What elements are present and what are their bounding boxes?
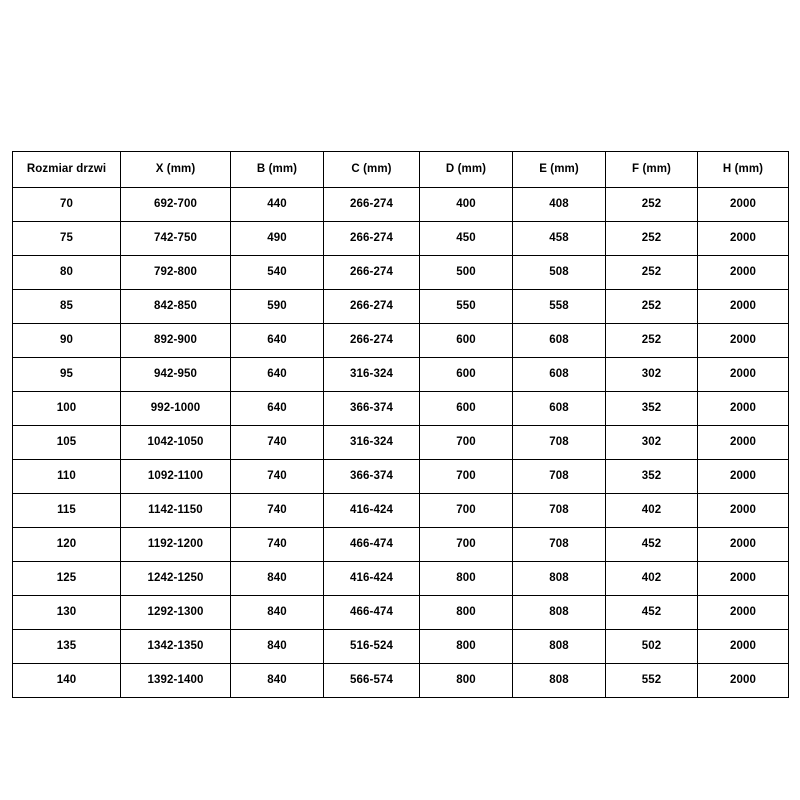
column-header-x: X (mm) [121, 152, 231, 188]
table-body [13, 188, 789, 698]
cell-x: 842-850 [121, 290, 231, 324]
cell-e: 608 [513, 358, 606, 392]
cell-rozmiar-drzwi: 120 [13, 528, 121, 562]
cell-b: 640 [231, 392, 324, 426]
cell-e: 608 [513, 392, 606, 426]
cell-f: 452 [606, 596, 698, 630]
cell-h: 2000 [698, 562, 789, 596]
cell-c: 266-274 [324, 290, 420, 324]
cell-c: 466-474 [324, 528, 420, 562]
cell-d: 600 [420, 324, 513, 358]
cell-h: 2000 [698, 324, 789, 358]
table-row [13, 426, 789, 460]
cell-rozmiar-drzwi: 125 [13, 562, 121, 596]
cell-d: 600 [420, 392, 513, 426]
cell-h: 2000 [698, 664, 789, 698]
cell-f: 252 [606, 256, 698, 290]
cell-c: 266-274 [324, 222, 420, 256]
table-row [13, 358, 789, 392]
table-row [13, 256, 789, 290]
cell-c: 516-524 [324, 630, 420, 664]
cell-f: 252 [606, 222, 698, 256]
cell-f: 252 [606, 188, 698, 222]
cell-d: 500 [420, 256, 513, 290]
cell-d: 450 [420, 222, 513, 256]
column-header-c: C (mm) [324, 152, 420, 188]
cell-e: 808 [513, 562, 606, 596]
table-row [13, 562, 789, 596]
column-header-f: F (mm) [606, 152, 698, 188]
cell-d: 800 [420, 562, 513, 596]
cell-x: 1092-1100 [121, 460, 231, 494]
cell-b: 590 [231, 290, 324, 324]
cell-rozmiar-drzwi: 95 [13, 358, 121, 392]
cell-x: 1342-1350 [121, 630, 231, 664]
cell-f: 352 [606, 392, 698, 426]
cell-d: 700 [420, 460, 513, 494]
cell-c: 266-274 [324, 188, 420, 222]
cell-c: 466-474 [324, 596, 420, 630]
cell-b: 840 [231, 562, 324, 596]
table-row [13, 528, 789, 562]
cell-x: 1042-1050 [121, 426, 231, 460]
table-row [13, 222, 789, 256]
cell-h: 2000 [698, 290, 789, 324]
table-row [13, 630, 789, 664]
cell-c: 416-424 [324, 494, 420, 528]
cell-rozmiar-drzwi: 105 [13, 426, 121, 460]
cell-h: 2000 [698, 630, 789, 664]
cell-b: 440 [231, 188, 324, 222]
cell-d: 600 [420, 358, 513, 392]
cell-e: 708 [513, 460, 606, 494]
cell-c: 366-374 [324, 460, 420, 494]
table-row [13, 494, 789, 528]
cell-h: 2000 [698, 358, 789, 392]
cell-c: 266-274 [324, 324, 420, 358]
column-header-e: E (mm) [513, 152, 606, 188]
cell-e: 708 [513, 494, 606, 528]
table-row [13, 596, 789, 630]
cell-f: 252 [606, 290, 698, 324]
cell-f: 252 [606, 324, 698, 358]
cell-f: 452 [606, 528, 698, 562]
cell-d: 700 [420, 528, 513, 562]
column-header-d: D (mm) [420, 152, 513, 188]
cell-x: 742-750 [121, 222, 231, 256]
cell-f: 352 [606, 460, 698, 494]
column-header-h: H (mm) [698, 152, 789, 188]
cell-x: 1292-1300 [121, 596, 231, 630]
cell-x: 1142-1150 [121, 494, 231, 528]
cell-h: 2000 [698, 256, 789, 290]
cell-rozmiar-drzwi: 140 [13, 664, 121, 698]
cell-b: 540 [231, 256, 324, 290]
cell-e: 808 [513, 630, 606, 664]
cell-e: 708 [513, 426, 606, 460]
size-table-container [12, 151, 788, 698]
column-header-rozmiar-drzwi: Rozmiar drzwi [13, 152, 121, 188]
cell-rozmiar-drzwi: 115 [13, 494, 121, 528]
cell-h: 2000 [698, 222, 789, 256]
cell-b: 640 [231, 324, 324, 358]
table-row [13, 188, 789, 222]
cell-d: 800 [420, 664, 513, 698]
cell-d: 700 [420, 494, 513, 528]
cell-x: 1242-1250 [121, 562, 231, 596]
cell-e: 808 [513, 664, 606, 698]
cell-f: 302 [606, 358, 698, 392]
cell-rozmiar-drzwi: 100 [13, 392, 121, 426]
cell-rozmiar-drzwi: 130 [13, 596, 121, 630]
table-row [13, 392, 789, 426]
cell-h: 2000 [698, 392, 789, 426]
table-row [13, 290, 789, 324]
cell-h: 2000 [698, 460, 789, 494]
cell-b: 840 [231, 664, 324, 698]
door-size-table [12, 151, 789, 698]
cell-b: 740 [231, 528, 324, 562]
cell-rozmiar-drzwi: 135 [13, 630, 121, 664]
table-header [13, 152, 789, 188]
cell-d: 400 [420, 188, 513, 222]
cell-c: 266-274 [324, 256, 420, 290]
cell-h: 2000 [698, 188, 789, 222]
cell-f: 552 [606, 664, 698, 698]
cell-b: 640 [231, 358, 324, 392]
cell-b: 740 [231, 494, 324, 528]
cell-d: 550 [420, 290, 513, 324]
cell-f: 302 [606, 426, 698, 460]
cell-c: 566-574 [324, 664, 420, 698]
cell-x: 992-1000 [121, 392, 231, 426]
cell-h: 2000 [698, 494, 789, 528]
cell-c: 416-424 [324, 562, 420, 596]
cell-d: 700 [420, 426, 513, 460]
cell-c: 316-324 [324, 426, 420, 460]
cell-rozmiar-drzwi: 90 [13, 324, 121, 358]
cell-b: 490 [231, 222, 324, 256]
table-row [13, 324, 789, 358]
cell-rozmiar-drzwi: 110 [13, 460, 121, 494]
cell-d: 800 [420, 630, 513, 664]
cell-e: 708 [513, 528, 606, 562]
cell-e: 458 [513, 222, 606, 256]
cell-x: 892-900 [121, 324, 231, 358]
cell-e: 808 [513, 596, 606, 630]
cell-c: 366-374 [324, 392, 420, 426]
cell-b: 740 [231, 460, 324, 494]
cell-x: 1192-1200 [121, 528, 231, 562]
cell-e: 608 [513, 324, 606, 358]
cell-c: 316-324 [324, 358, 420, 392]
cell-h: 2000 [698, 426, 789, 460]
cell-f: 502 [606, 630, 698, 664]
cell-x: 1392-1400 [121, 664, 231, 698]
table-header-row [13, 152, 789, 188]
cell-rozmiar-drzwi: 75 [13, 222, 121, 256]
column-header-b: B (mm) [231, 152, 324, 188]
cell-b: 840 [231, 630, 324, 664]
cell-e: 558 [513, 290, 606, 324]
cell-e: 408 [513, 188, 606, 222]
cell-f: 402 [606, 494, 698, 528]
table-row [13, 664, 789, 698]
cell-rozmiar-drzwi: 80 [13, 256, 121, 290]
cell-x: 942-950 [121, 358, 231, 392]
cell-d: 800 [420, 596, 513, 630]
cell-x: 692-700 [121, 188, 231, 222]
cell-x: 792-800 [121, 256, 231, 290]
cell-rozmiar-drzwi: 85 [13, 290, 121, 324]
cell-rozmiar-drzwi: 70 [13, 188, 121, 222]
cell-b: 840 [231, 596, 324, 630]
cell-h: 2000 [698, 528, 789, 562]
cell-e: 508 [513, 256, 606, 290]
cell-b: 740 [231, 426, 324, 460]
cell-f: 402 [606, 562, 698, 596]
cell-h: 2000 [698, 596, 789, 630]
table-row [13, 460, 789, 494]
